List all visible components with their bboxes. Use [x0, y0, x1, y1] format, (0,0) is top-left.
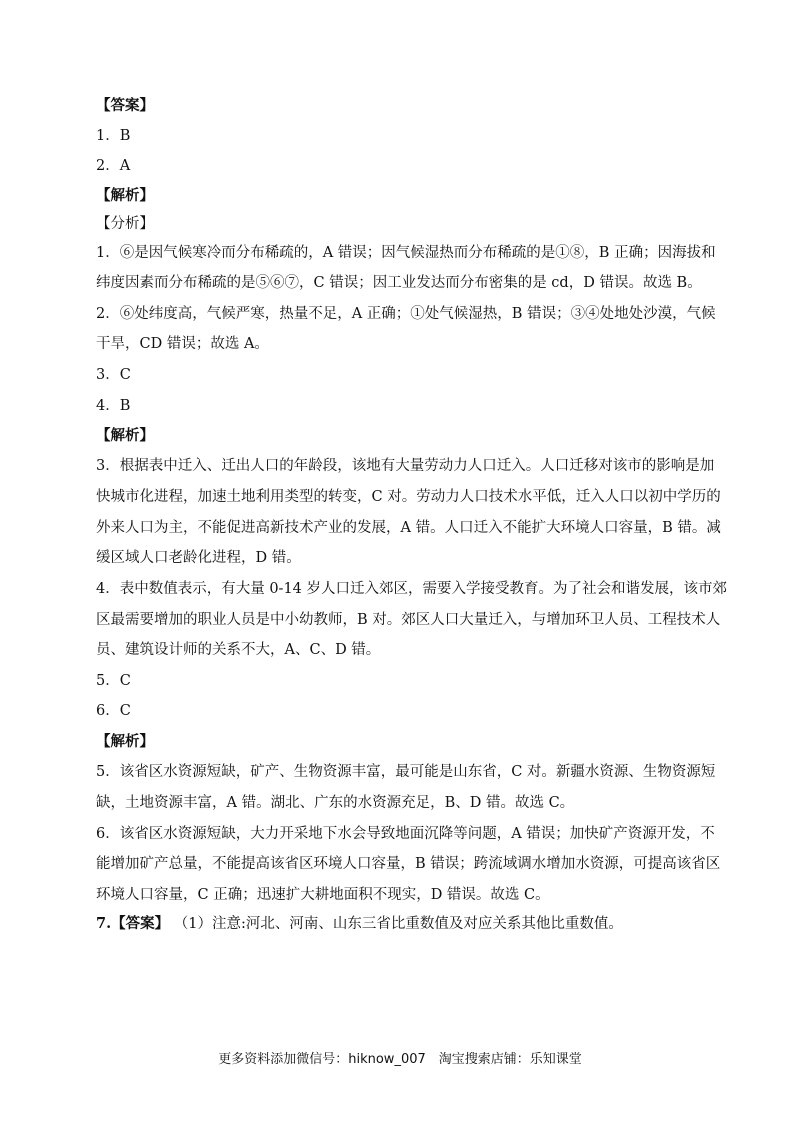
explanation-6-line-3: 环境人口容量，C 正确；迅速扩大耕地面积不现实，D 错误。故选 C。 — [96, 887, 550, 903]
explanation-3-line-2: 快城市化进程，加速土地利用类型的转变，C 对。劳动力人口技术水平低，迁入人口以初中学历的 — [96, 489, 721, 505]
answer-1: 1．B — [96, 128, 131, 144]
explanation-3-line-3: 外来人口为主，不能促进高新技术产业的发展，A 错。人口迁入不能扩大环境人口容量，B 错。减 — [96, 520, 721, 536]
answer-6: 6．C — [96, 703, 131, 719]
explanation-6-line-2: 能增加矿产总量，不能提高该省区环境人口容量，B 错误；跨流域调水增加水资源，可提高该省区 — [96, 856, 721, 872]
explanation-4-line-3: 员、建筑设计师的关系不大，A、C、D 错。 — [96, 642, 381, 658]
analysis-header: 【解析】 — [96, 187, 154, 204]
sub-analysis-header: 【分析】 — [96, 216, 154, 232]
explanation-5-line-1: 5．该省区水资源短缺，矿产、生物资源丰富，最可能是山东省，C 对。新疆水资源、生物资源短 — [96, 764, 716, 780]
explanation-2-line-1: 2．⑥处纬度高，气候严寒，热量不足，A 正确；①处气候湿热，B 错误；③④处地处沙漠，气候 — [96, 306, 716, 322]
explanation-4-line-2: 区最需要增加的职业人员是中小幼教师，B 对。郊区人口大量迁入，与增加环卫人员、工程技术人 — [96, 612, 721, 628]
answer-2: 2．A — [96, 158, 131, 174]
explanation-4-line-1: 4．表中数值表示，有大量 0-14 岁人口迁入郊区，需要入学接受教育。为了社会和谐发展，该市郊 — [96, 581, 728, 597]
explanation-3-line-4: 缓区域人口老龄化进程，D 错。 — [96, 550, 301, 566]
explanation-1-line-2: 纬度因素而分布稀疏的是⑤⑥⑦，C 错误；因工业发达而分布密集的是 cd，D 错误。故选 B。 — [96, 275, 702, 291]
answer-4: 4．B — [96, 398, 131, 414]
footer-promo: 更多资料添加微信号：hiknow_007 淘宝搜索店铺：乐知课堂 — [218, 1052, 582, 1067]
question-7-text: （1）注意:河北、河南、山东三省比重数值及对应关系其他比重数值。 — [173, 916, 623, 932]
answer-5: 5．C — [96, 673, 131, 689]
explanation-6-line-1: 6．该省区水资源短缺，大力开采地下水会导致地面沉降等问题，A 错误；加快矿产资源开发，不 — [96, 826, 715, 842]
answer-header: 【答案】 — [96, 97, 154, 114]
answer-3: 3．C — [96, 367, 131, 383]
explanation-2-line-2: 干旱，CD 错误；故选 A。 — [96, 336, 269, 352]
explanation-5-line-2: 缺，土地资源丰富，A 错。湖北、广东的水资源充足，B、D 错。故选 C。 — [96, 795, 575, 811]
analysis-header: 【解析】 — [96, 733, 154, 750]
question-7-answer — [96, 915, 706, 933]
explanation-3-line-1: 3．根据表中迁入、迁出人口的年龄段，该地有大量劳动力人口迁入。人口迁移对该市的影响是加 — [96, 458, 715, 474]
analysis-header: 【解析】 — [96, 427, 154, 444]
explanation-1-line-1: 1．⑥是因气候寒冷而分布稀疏的，A 错误；因气候湿热而分布稀疏的是①⑧，B 正确；因海拔和 — [96, 245, 716, 261]
question-7-label: 7.【答案】 — [96, 915, 170, 932]
